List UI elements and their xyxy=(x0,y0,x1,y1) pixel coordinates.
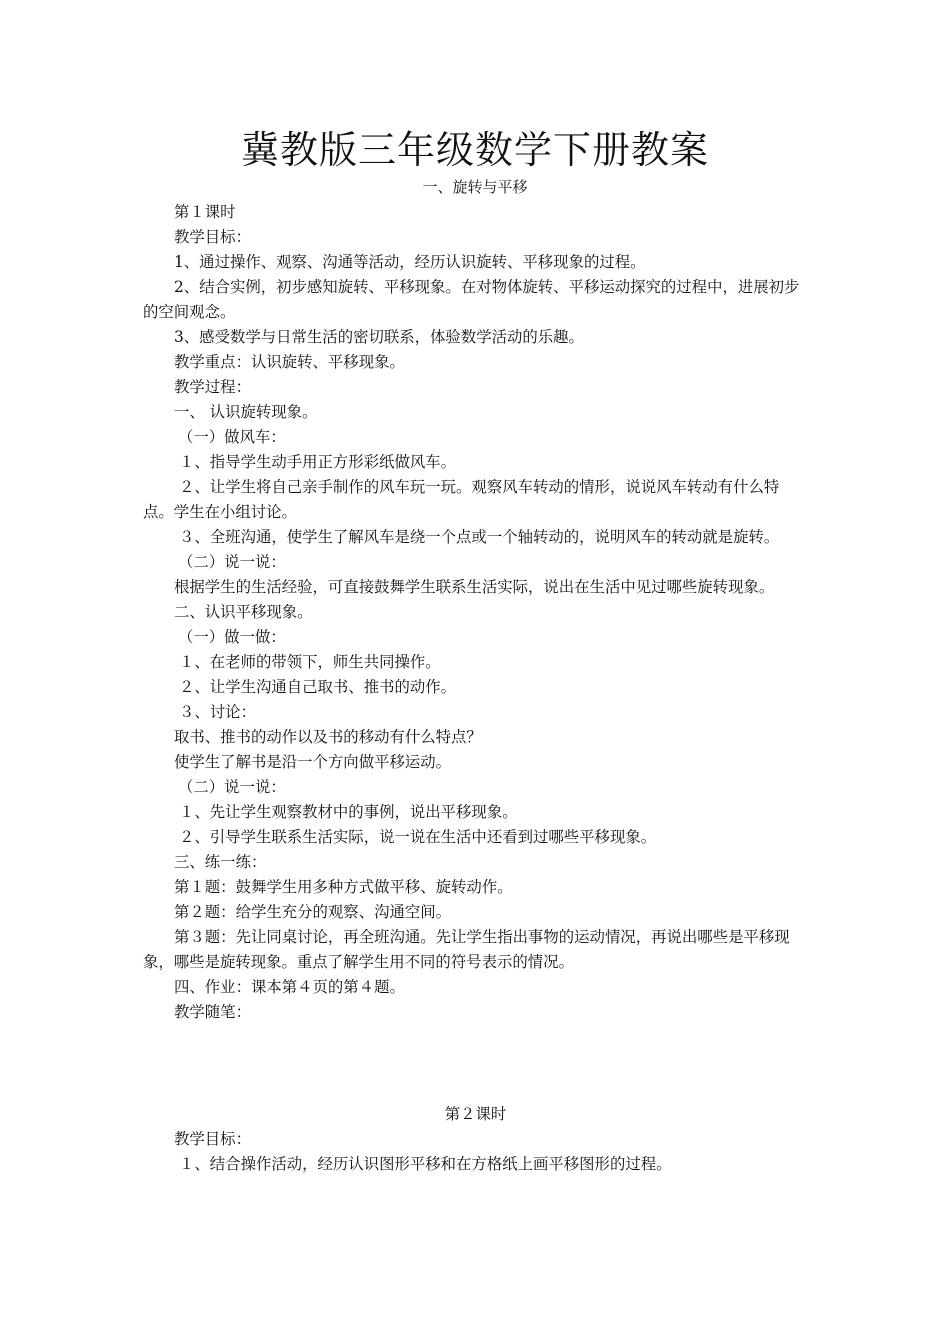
homework: 四、作业：课本第４页的第４题。 xyxy=(174,978,405,996)
step-item: ３、全班沟通，使学生了解风车是绕一个点或一个轴转动的，说明风车的转动就是旋转。 xyxy=(179,528,780,546)
subsection-heading: （二）说一说： xyxy=(178,553,286,571)
unit-heading: 一、旋转与平移 xyxy=(422,178,528,196)
exercise-item: 第２题：给学生充分的观察、沟通空间。 xyxy=(174,903,452,921)
step-item: ３、讨论： xyxy=(179,703,256,721)
subsection-heading: （一）做一做： xyxy=(178,628,286,646)
subsection-heading: （一）做风车： xyxy=(178,428,286,446)
objective-item: 1、通过操作、观察、沟通等活动，经历认识旋转、平移现象的过程。 xyxy=(174,253,646,271)
lesson-heading: 第２课时 xyxy=(444,1105,507,1123)
paragraph: 使学生了解书是沿一个方向做平移运动。 xyxy=(174,753,452,771)
key-point: 教学重点：认识旋转、平移现象。 xyxy=(174,353,405,371)
section-heading: 三、练一练： xyxy=(174,853,267,871)
paragraph: 取书、推书的动作以及书的移动有什么特点？ xyxy=(174,728,482,746)
objective-item: 2、结合实例，初步感知旋转、平移现象。在对物体旋转、平移运动探究的过程中，进展初步的空间观念。 xyxy=(143,278,800,321)
step-item: ２、让学生将自己亲手制作的风车玩一玩。观察风车转动的情形，说说风车转动有什么特点。学生在小组讨论。 xyxy=(143,478,780,521)
section-heading: 二、认识平移现象。 xyxy=(174,603,313,621)
document-body xyxy=(143,200,808,1177)
objective-item: １、结合操作活动，经历认识图形平移和在方格纸上画平移图形的过程。 xyxy=(179,1155,672,1173)
step-item: １、先让学生观察教材中的事例，说出平移现象。 xyxy=(179,803,518,821)
step-item: ２、让学生沟通自己取书、推书的动作。 xyxy=(179,678,457,696)
paragraph: 根据学生的生活经验，可直接鼓舞学生联系生活实际，说出在生活中见过哪些旋转现象。 xyxy=(174,578,775,596)
subsection-heading: （二）说一说： xyxy=(178,778,286,796)
notes-label: 教学随笔： xyxy=(174,1003,251,1021)
exercise-item: 第３题：先让同桌讨论，再全班沟通。先让学生指出事物的运动情况，再说出哪些是平移现象，哪些是旋转现象。重点了解学生用不同的符号表示的情况。 xyxy=(143,928,790,971)
step-item: １、指导学生动手用正方形彩纸做风车。 xyxy=(179,453,457,471)
lesson-heading: 第１课时 xyxy=(174,203,236,221)
step-item: １、在老师的带领下，师生共同操作。 xyxy=(179,653,441,671)
objective-item: 3、感受数学与日常生活的密切联系，体验数学活动的乐趣。 xyxy=(174,328,584,346)
exercise-item: 第１题：鼓舞学生用多种方式做平移、旋转动作。 xyxy=(174,878,513,896)
step-item: ２、引导学生联系生活实际，说一说在生活中还看到过哪些平移现象。 xyxy=(179,828,657,846)
section-heading: 一、 认识旋转现象。 xyxy=(174,403,318,421)
process-label: 教学过程： xyxy=(174,378,251,396)
objectives-label: 教学目标： xyxy=(174,228,251,246)
document-title: 冀教版三年级数学下册教案 xyxy=(240,128,709,172)
objectives-label: 教学目标： xyxy=(174,1130,251,1148)
blank-space xyxy=(143,1025,808,1102)
